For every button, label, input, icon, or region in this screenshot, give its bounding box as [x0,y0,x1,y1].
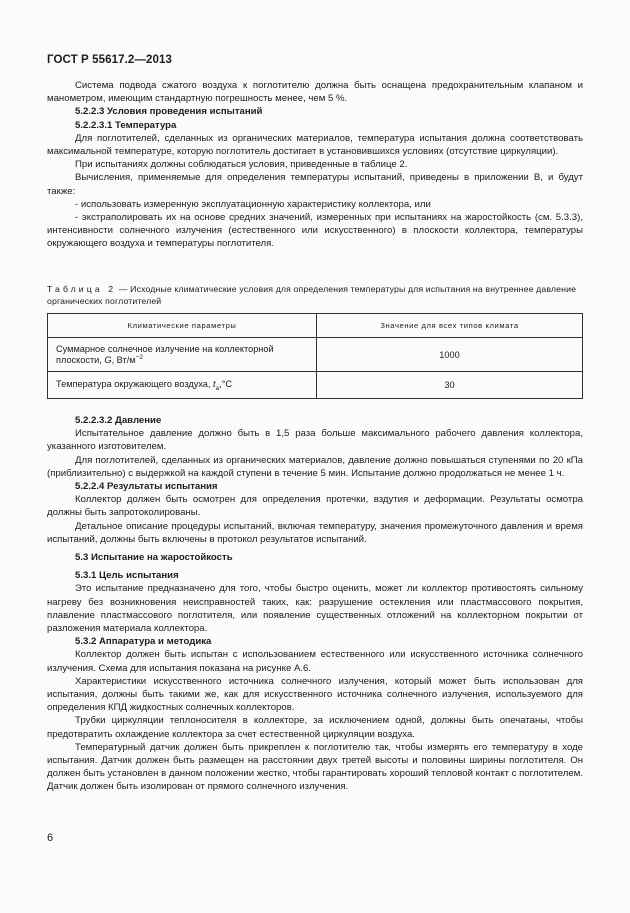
paragraph: - использовать измеренную эксплуатационную характеристику коллектора, или [75,198,431,210]
paragraph: При испытаниях должны соблюдаться условия, приведенные в таблице 2. [75,159,408,171]
paragraph: Детальное описание процедуры испытаний, включая температуру, значения промежуточного давления и время испытаний, должны быть включены в протокол результатов испытаний. [47,520,583,545]
table-cell-param: Температура окружающего воздуха, $t_a,^\circ C$ [48,372,317,399]
table-caption [47,283,583,307]
paragraph: Коллектор должен быть испытан с использованием естественного или искусственного источника солнечного излучения. Схема для испытания показана на рисунке А.6. [47,649,583,674]
paragraph: Это испытание предназначено для того, чтобы быстро оценить, может ли коллектор противостоять сильному нагреву без возникновения неисправностей таких, как: разрушение остекления или пластмассового покрытия, плавление пластмассового поглотителя, или появление существенных отложений на коллекторном покрытии от разложения материала коллектора. [47,583,583,635]
paragraph: - экстраполировать их на основе средних значений, измеренных при испытаниях на жаростойкость (см. 5.3.3), интенсивности солнечного излучения (естественного или искусственного) в плоскости коллектора, температуры окружающего воздуха и температуры поглотителя. [47,212,583,250]
table-caption-text: — Исходные климатические условия для определения температуры для испытания на внутреннее давление органических поглотителей [47,284,577,306]
table-row [48,338,583,372]
section-heading: 5.2.2.3.2 Давление [75,415,162,426]
page-number: 6 [47,832,54,844]
paragraph: Для поглотителей, сделанных из органических материалов, давление должно повышаться ступенями по 20 кПа (приблизительно) с выдержкой на каждой ступени в течение 5 мин. Испытание должно продолжаться не менее 1 ч. [47,454,583,479]
table-row [48,372,583,399]
section-heading: 5.2.2.3.1 Температура [75,119,177,131]
table-caption-label: Таблица 2 [47,284,117,294]
paragraph: Характеристики искусственного источника солнечного излучения, который может быть использован для испытания, должны быть такими же, как для искусственного источника солнечного излучения, используемого для определения КПД жидкостных солнечных коллекторов. [47,675,583,714]
table-cell-param: Суммарное солнечное излучение на коллекторной плоскости, G, $Вт/м^{-2}$ [48,338,317,372]
paragraph: Для поглотителей, сделанных из органических материалов, температура испытания должна соответствовать максимальной температуре, которую поглотитель достигает в установившихся условиях (отсутствие циркуляции). [47,132,583,158]
section-heading: 5.3 Испытание на жаростойкость [75,552,233,564]
climate-conditions-table [47,313,583,399]
text-block-upper [47,79,583,251]
paragraph: Испытательное давление должно быть в 1,5 раза больше максимального рабочего давления коллектора, указанного изготовителем. [47,428,583,453]
table-header-row [48,314,583,338]
table-cell-value: 1000 [317,338,583,372]
section-heading: 5.3.2 Аппаратура и методика [75,636,212,648]
document-header: ГОСТ Р 55617.2—2013 [47,54,172,66]
paragraph: Коллектор должен быть осмотрен для определения протечки, вздутия и деформации. Результаты осмотра должны быть запротоколированы. [47,494,583,519]
paragraph: Система подвода сжатого воздуха к поглотителю должна быть оснащена предохранительным клапаном и манометром, имеющим стандартную погрешность менее, чем 5 %. [47,80,583,105]
table-cell-value: 30 [317,372,583,399]
section-heading: 5.3.1 Цель испытания [75,570,179,582]
section-heading: 5.2.2.4 Результаты испытания [75,481,218,493]
section-heading: 5.2.2.3 Условия проведения испытаний [75,106,263,118]
table-header-value: Значение для всех типов климата [317,314,583,338]
paragraph: Температурный датчик должен быть прикреплен к поглотителю так, чтобы измерять его температуру в ходе испытания. Датчик должен быть размещен на расстоянии двух третей высоты и половины ширины поглотителя. Он должен быть установлен в данном положении жестко, чтобы гарантировать хороший тепловой контакт с поглотителем. Датчик должен быть изолирован от прямого солнечного излучения. [47,741,583,793]
table-header-param: Климатические параметры [48,314,317,338]
paragraph: Трубки циркуляции теплоносителя в коллекторе, за исключением одной, должны быть опечатаны, чтобы предотвратить охлаждение коллектора за счет естественной циркуляции воздуха. [47,715,583,740]
text-block-lower [47,414,583,794]
paragraph: Вычисления, применяемые для определения температуры испытаний, приведены в приложении В, и будут также: [47,172,583,197]
